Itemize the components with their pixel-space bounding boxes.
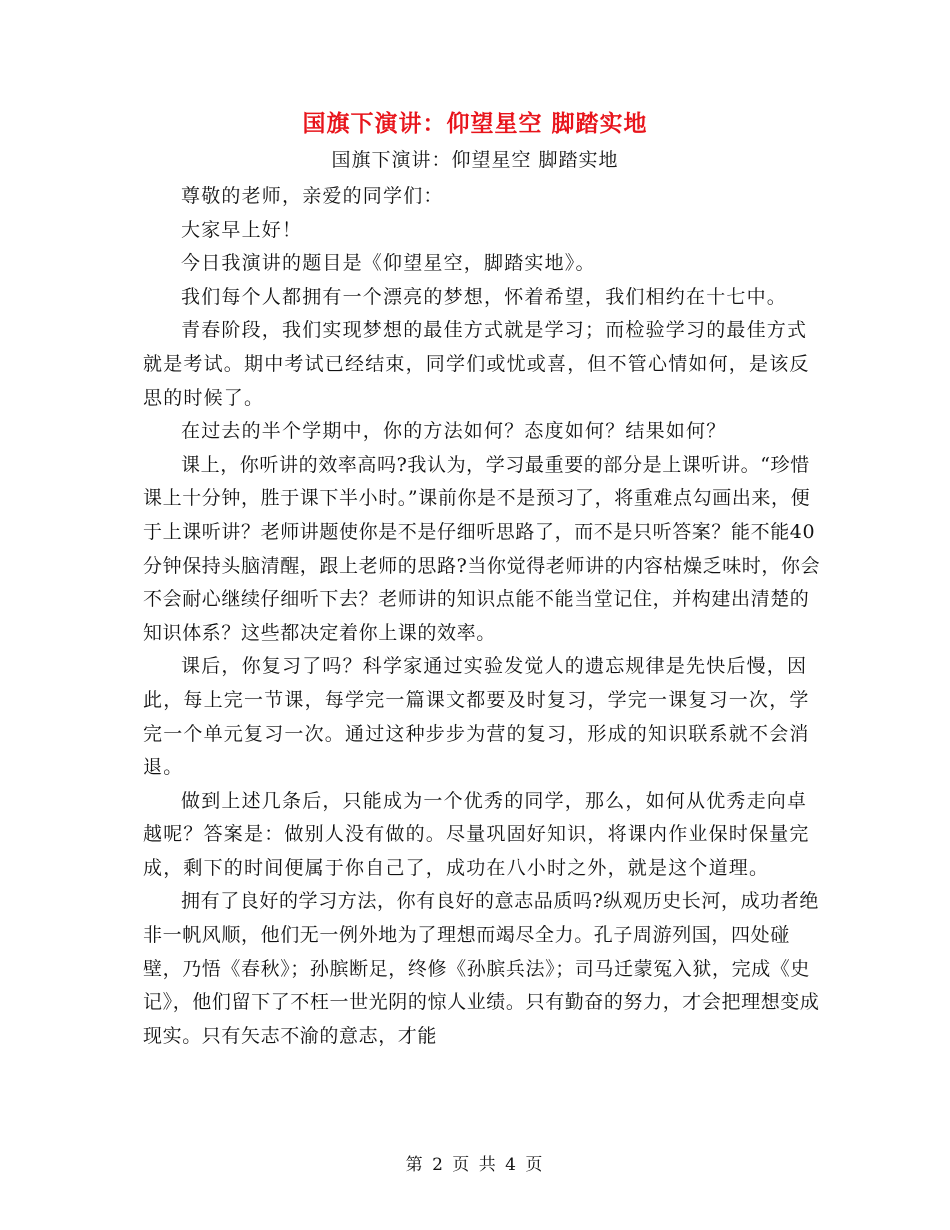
paragraph-review: 课后，你复习了吗？科学家通过实验发觉人的遗忘规律是先快后慢，因此，每上完一节课，每学完一篇课文都要及时复习，学完一课复习一次，学完一个单元复习一次。通过这种步步为营的复习，形成的知识联系就不会消退。: [143, 655, 810, 779]
paragraph-willpower: 拥有了良好的学习方法，你有良好的意志品质吗?纵观历史长河，成功者绝非一帆风顺，他们无一例外地为了理想而竭尽全力。孔子周游列国，四处碰壁，乃悟《春秋》；孙膑断足，终修《孙膑兵法》；司马迁蒙冤入狱，完成《史记》，他们留下了不枉一世光阴的惊人业绩。只有勤奋的努力，才会把理想变成现实。只有矢志不渝的意志，才能: [143, 890, 820, 1047]
paragraph-dream: 我们每个人都拥有一个漂亮的梦想，怀着希望，我们相约在十七中。: [181, 285, 788, 308]
document-title: 国旗下演讲：仰望星空 脚踏实地: [302, 110, 648, 137]
paragraph-questions: 在过去的半个学期中，你的方法如何？态度如何？结果如何？: [181, 420, 727, 443]
paragraph-greeting: 大家早上好！: [181, 218, 303, 241]
page-number-label: 第 2 页 共 4 页: [405, 1155, 545, 1175]
document-body: [143, 180, 823, 1053]
page-footer: [0, 1153, 950, 1177]
paragraph-in-class: 课上，你听讲的效率高吗?我认为，学习最重要的部分是上课听讲。“珍惜课上十分钟，胜于课下半小时。”课前你是不是预习了，将重难点勾画出来，便于上课听讲？老师讲题使你是不是仔细听思路了，而不是只听答案？能不能40分钟保持头脑清醒，跟上老师的思路?当你觉得老师讲的内容枯燥乏味时，你会不会耐心继续仔细听下去？老师讲的知识点能不能当堂记住，并构建出清楚的知识体系？这些都决定着你上课的效率。: [143, 453, 821, 644]
document-subtitle: 国旗下演讲：仰望星空 脚踏实地: [331, 149, 619, 171]
paragraph-topic: 今日我演讲的题目是《仰望星空，脚踏实地》。: [181, 252, 596, 275]
paragraph-excellence: 做到上述几条后，只能成为一个优秀的同学，那么，如何从优秀走向卓越呢？答案是：做别人没有做的。尽量巩固好知识，将课内作业保时保量完成，剩下的时间便属于你自己了，成功在八小时之外，就是这个道理。: [143, 789, 810, 879]
paragraph-salutation: 尊敬的老师，亲爱的同学们：: [181, 185, 444, 207]
paragraph-study-exam: 青春阶段，我们实现梦想的最佳方式就是学习；而检验学习的最佳方式就是考试。期中考试已经结束，同学们或忧或喜，但不管心情如何，是该反思的时候了。: [143, 319, 810, 409]
